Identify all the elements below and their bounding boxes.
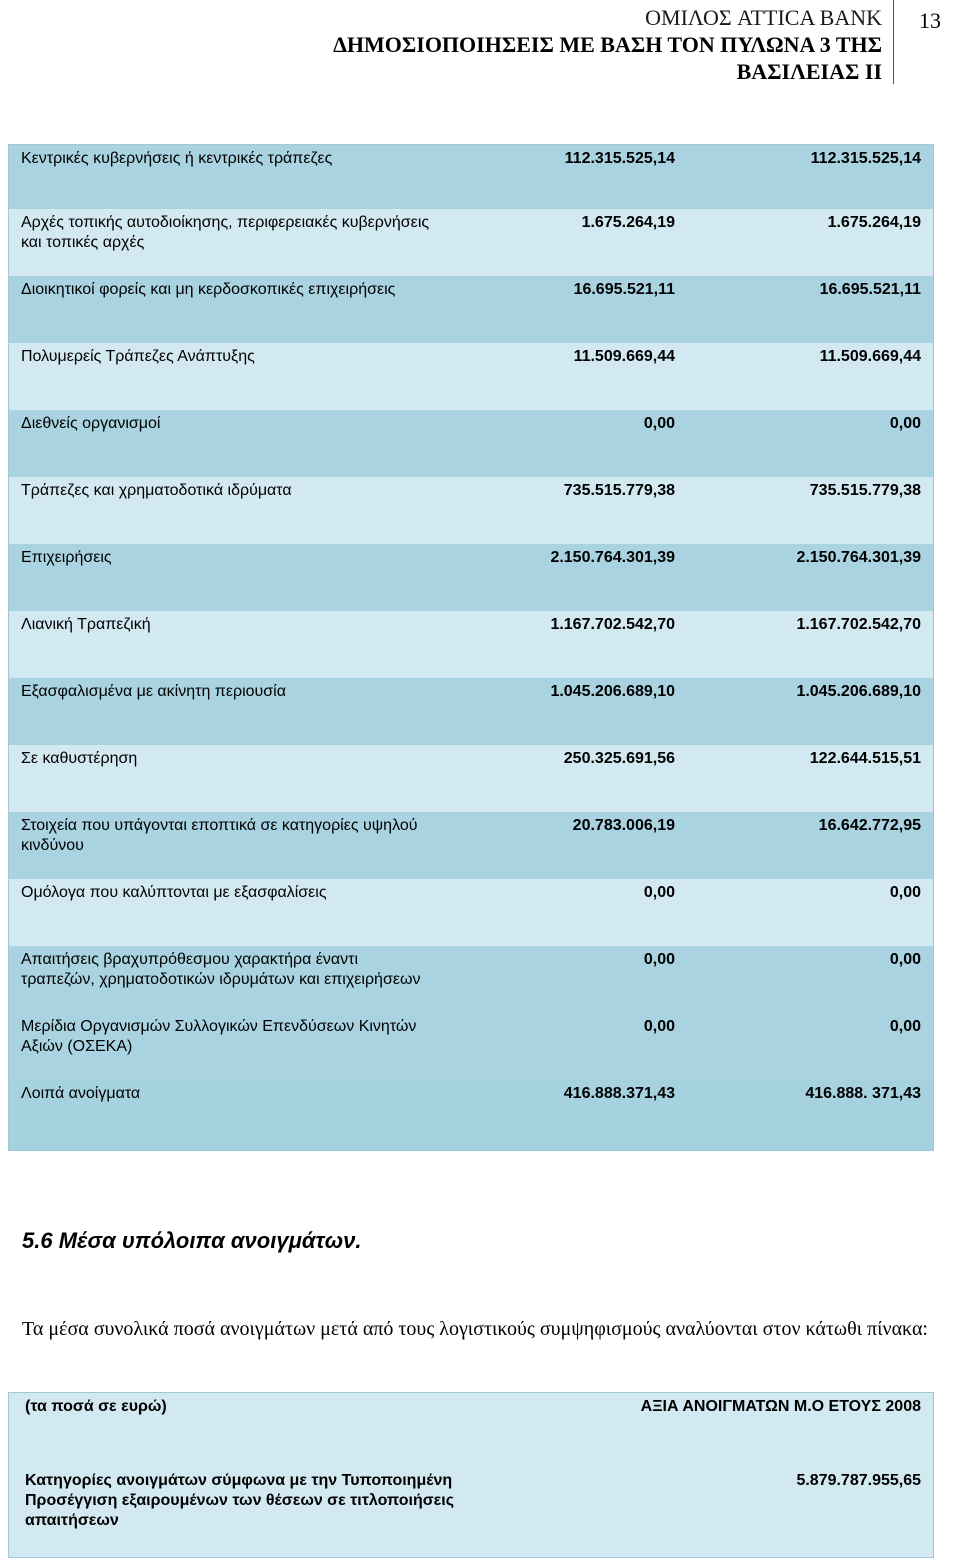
row-label: Τράπεζες και χρηματοδοτικά ιδρύματα <box>21 482 292 499</box>
row-value-2: 16.695.521,11 <box>819 281 921 298</box>
row-value-1: 16.695.521,11 <box>573 281 675 298</box>
row-value-2: 122.644.515,51 <box>809 750 921 767</box>
table-row <box>9 1469 933 1557</box>
table-row <box>9 812 933 879</box>
row-label: Επιχειρήσεις <box>21 549 112 566</box>
table-header-row <box>9 1393 933 1469</box>
header-value: ΑΞΙΑ ΑΝΟΙΓΜΑΤΩΝ Μ.Ο ΕΤΟΥΣ 2008 <box>640 1398 921 1415</box>
row-value-1: 0,00 <box>643 415 675 432</box>
row-value-2: 735.515.779,38 <box>809 482 921 499</box>
row-value-1: 11.509.669,44 <box>573 348 675 365</box>
table-row <box>9 343 933 410</box>
row-label: Κεντρικές κυβερνήσεις ή κεντρικές τράπεζες <box>21 150 333 167</box>
row-label: Στοιχεία που υπάγονται εποπτικά σε κατηγορίες υψηλού κινδύνου <box>21 817 418 854</box>
row-value-2: 11.509.669,44 <box>819 348 921 365</box>
table-row <box>9 678 933 745</box>
row-value-2: 112.315.525,14 <box>810 150 921 167</box>
table-row <box>9 276 933 343</box>
table-row <box>9 611 933 678</box>
row-value-2: 1.045.206.689,10 <box>796 683 921 700</box>
row-value-1: 0,00 <box>643 1018 675 1035</box>
row-label: Αρχές τοπικής αυτοδιοίκησης, περιφερειακές κυβερνήσεις και τοπικές αρχές <box>21 214 430 251</box>
row-value: 5.879.787.955,65 <box>796 1472 921 1489</box>
header-divider <box>893 0 894 84</box>
row-label: Λιανική Τραπεζική <box>21 616 151 633</box>
table-row-group <box>9 946 933 1080</box>
row-value-1: 735.515.779,38 <box>563 482 675 499</box>
average-exposure-table <box>8 1392 934 1558</box>
row-label: Διοικητικοί φορείς και μη κερδοσκοπικές επιχειρήσεις <box>21 281 396 298</box>
row-value-2: 1.675.264,19 <box>827 214 921 231</box>
header-subtitle-line1: ΔΗΜΟΣΙΟΠΟΙΗΣΕΙΣ ΜΕ ΒΑΣΗ ΤΟΝ ΠΥΛΩΝΑ 3 ΤΗΣ <box>333 32 882 57</box>
row-value-2: 0,00 <box>889 415 921 432</box>
row-value-2: 416.888. 371,43 <box>805 1085 921 1102</box>
header-label: (τα ποσά σε ευρώ) <box>25 1398 167 1415</box>
row-value-1: 1.167.702.542,70 <box>550 616 675 633</box>
row-label: Λοιπά ανοίγματα <box>21 1085 141 1102</box>
row-label: Εξασφαλισμένα με ακίνητη περιουσία <box>21 683 286 700</box>
row-value-1: 1.045.206.689,10 <box>550 683 675 700</box>
table-row <box>9 209 933 276</box>
row-value-1: 1.675.264,19 <box>581 214 675 231</box>
page-number: 13 <box>919 8 941 33</box>
header-company: ΟΜΙΛΟΣ ATTICA BANK <box>645 5 882 30</box>
table-row <box>9 879 933 946</box>
row-label: Σε καθυστέρηση <box>21 750 138 767</box>
row-label: Μερίδια Οργανισμών Συλλογικών Επενδύσεων Κινητών Αξιών (ΟΣΕΚΑ) <box>21 1018 417 1055</box>
page-header <box>0 0 960 90</box>
exposure-table <box>8 144 934 1151</box>
row-value-1: 112.315.525,14 <box>564 150 675 167</box>
header-subtitle-line2: ΒΑΣΙΛΕΙΑΣ ΙΙ <box>736 59 882 84</box>
section-paragraph: Τα μέσα συνολικά ποσά ανοιγμάτων μετά από τους λογιστικούς συμψηφισμούς αναλύονται στον κάτωθι πίνακα: <box>22 1318 928 1340</box>
row-value-2: 1.167.702.542,70 <box>796 616 921 633</box>
row-value-2: 0,00 <box>889 1018 921 1035</box>
row-label: Απαιτήσεις βραχυπρόθεσμου χαρακτήρα έναντι τραπεζών, χρηματοδοτικών ιδρυμάτων και επιχειρήσεων <box>21 951 421 988</box>
row-value-2: 16.642.772,95 <box>818 817 921 834</box>
table-row <box>9 544 933 611</box>
row-value-1: 2.150.764.301,39 <box>550 549 675 566</box>
table-row <box>9 1080 933 1150</box>
header-title <box>242 4 882 85</box>
row-value-2: 2.150.764.301,39 <box>796 549 921 566</box>
row-value-1: 20.783.006,19 <box>572 817 675 834</box>
table-row <box>9 745 933 812</box>
row-label: Διεθνείς οργανισμοί <box>21 415 161 432</box>
table-row <box>9 410 933 477</box>
row-label: Πολυμερείς Τράπεζες Ανάπτυξης <box>21 348 255 365</box>
table-row <box>9 477 933 544</box>
row-value-1: 416.888.371,43 <box>563 1085 675 1102</box>
table-row <box>9 145 933 209</box>
row-value-2: 0,00 <box>889 951 921 968</box>
row-value-1: 250.325.691,56 <box>563 750 675 767</box>
row-value-2: 0,00 <box>889 884 921 901</box>
row-label: Κατηγορίες ανοιγμάτων σύμφωνα με την Τυποποιημένη Προσέγγιση εξαιρουμένων των θέσεων σε τιτλοποιήσεις απαιτήσεων <box>25 1472 455 1529</box>
row-label: Ομόλογα που καλύπτονται με εξασφαλίσεις <box>21 884 327 901</box>
row-value-1: 0,00 <box>643 951 675 968</box>
row-value-1: 0,00 <box>643 884 675 901</box>
section-title: 5.6 Μέσα υπόλοιπα ανοιγμάτων. <box>22 1228 362 1253</box>
